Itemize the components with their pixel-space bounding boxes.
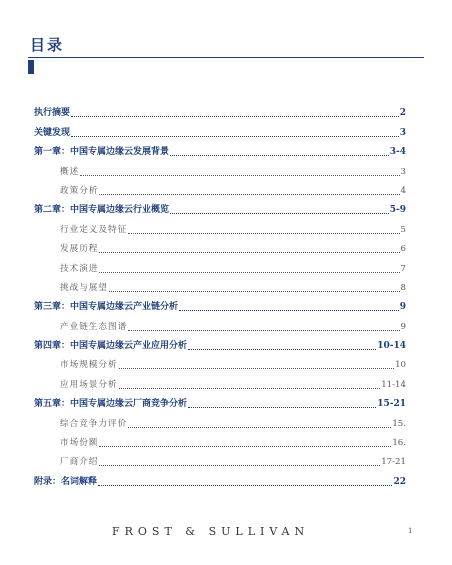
toc-section-entry[interactable] bbox=[34, 178, 406, 197]
toc-chapter-entry[interactable] bbox=[34, 468, 406, 487]
toc-entry-page: 2 bbox=[399, 108, 406, 119]
dot-leader bbox=[109, 291, 400, 292]
toc-entry-page: 8 bbox=[400, 282, 406, 293]
dot-leader bbox=[170, 213, 389, 214]
toc-section-entry[interactable] bbox=[34, 216, 406, 235]
toc-entry-label: 厂商介绍 bbox=[60, 457, 99, 468]
page-number: 1 bbox=[408, 527, 413, 535]
toc-entry-label: 技术演进 bbox=[60, 263, 99, 274]
toc-chapter-entry[interactable] bbox=[34, 391, 406, 410]
toc-section-entry[interactable] bbox=[34, 371, 406, 390]
dot-leader bbox=[99, 194, 399, 195]
toc-entry-label: 附录：名词解释 bbox=[34, 476, 98, 487]
toc-entry-label: 第四章：中国专属边缘云产业应用分析 bbox=[34, 341, 188, 352]
dot-leader bbox=[99, 252, 399, 253]
toc-entry-label: 执行摘要 bbox=[34, 108, 71, 119]
toc-entry-label: 第二章：中国专属边缘云行业概览 bbox=[34, 205, 170, 216]
toc-chapter-entry[interactable] bbox=[34, 119, 406, 138]
dot-leader bbox=[119, 368, 394, 369]
toc-entry-page: 3 bbox=[399, 127, 406, 138]
dot-leader bbox=[99, 446, 391, 447]
title-underline bbox=[28, 57, 424, 58]
toc-section-entry[interactable] bbox=[34, 352, 406, 371]
toc-entry-page: 16. bbox=[392, 438, 406, 449]
toc-section-entry[interactable] bbox=[34, 449, 406, 468]
dot-leader bbox=[179, 310, 399, 311]
dot-leader bbox=[71, 136, 399, 137]
toc-section-entry[interactable] bbox=[34, 410, 406, 429]
toc-entry-page: 10-14 bbox=[377, 341, 406, 352]
toc-entry-label: 行业定义及特征 bbox=[60, 224, 128, 235]
toc-entry-label: 第五章：中国专属边缘云厂商竞争分析 bbox=[34, 399, 188, 410]
table-of-contents bbox=[34, 100, 406, 488]
toc-chapter-entry[interactable] bbox=[34, 197, 406, 216]
dot-leader bbox=[128, 427, 391, 428]
toc-entry-label: 概述 bbox=[60, 166, 80, 177]
toc-entry-page: 15. bbox=[392, 418, 406, 429]
toc-entry-label: 政策分析 bbox=[60, 185, 99, 196]
toc-entry-label: 发展历程 bbox=[60, 244, 99, 255]
toc-entry-page: 5-9 bbox=[389, 205, 406, 216]
toc-entry-label: 市场规模分析 bbox=[60, 360, 118, 371]
dot-leader bbox=[71, 116, 399, 117]
title-accent-bar bbox=[28, 60, 34, 74]
dot-leader bbox=[188, 349, 376, 350]
toc-entry-page: 7 bbox=[400, 263, 406, 274]
dot-leader bbox=[170, 155, 389, 156]
toc-entry-page: 9 bbox=[399, 302, 406, 313]
toc-entry-page: 11-14 bbox=[381, 379, 406, 390]
toc-entry-label: 第一章：中国专属边缘云发展背景 bbox=[34, 147, 170, 158]
toc-section-entry[interactable] bbox=[34, 313, 406, 332]
toc-chapter-entry[interactable] bbox=[34, 139, 406, 158]
toc-section-entry[interactable] bbox=[34, 430, 406, 449]
dot-leader bbox=[119, 388, 381, 389]
toc-entry-label: 应用场景分析 bbox=[60, 379, 118, 390]
toc-entry-page: 15-21 bbox=[377, 399, 406, 410]
toc-entry-label: 关键发现 bbox=[34, 127, 71, 138]
toc-entry-label: 挑战与展望 bbox=[60, 282, 108, 293]
toc-entry-label: 产业链生态图谱 bbox=[60, 321, 128, 332]
dot-leader bbox=[98, 485, 392, 486]
toc-chapter-entry[interactable] bbox=[34, 294, 406, 313]
toc-entry-page: 5 bbox=[400, 224, 406, 235]
toc-entry-page: 3-4 bbox=[389, 147, 406, 158]
dot-leader bbox=[80, 175, 399, 176]
toc-entry-page: 22 bbox=[393, 476, 406, 487]
dot-leader bbox=[128, 233, 399, 234]
toc-section-entry[interactable] bbox=[34, 236, 406, 255]
toc-entry-page: 17-21 bbox=[381, 457, 406, 468]
toc-entry-label: 市场份额 bbox=[60, 438, 99, 449]
toc-section-entry[interactable] bbox=[34, 158, 406, 177]
toc-title: 目录 bbox=[30, 36, 65, 54]
toc-entry-page: 6 bbox=[400, 244, 406, 255]
toc-entry-page: 10 bbox=[395, 360, 406, 371]
toc-entry-page: 3 bbox=[400, 166, 406, 177]
toc-section-entry[interactable] bbox=[34, 255, 406, 274]
toc-entry-page: 4 bbox=[400, 185, 406, 196]
dot-leader bbox=[188, 407, 376, 408]
toc-chapter-entry[interactable] bbox=[34, 333, 406, 352]
toc-entry-label: 第三章：中国专属边缘云产业链分析 bbox=[34, 302, 179, 313]
toc-entry-label: 综合竞争力评价 bbox=[60, 418, 128, 429]
footer-brand-logo: FROST & SULLIVAN bbox=[112, 525, 310, 538]
toc-entry-page: 9 bbox=[400, 321, 406, 332]
dot-leader bbox=[128, 330, 399, 331]
dot-leader bbox=[99, 272, 399, 273]
dot-leader bbox=[99, 465, 380, 466]
toc-section-entry[interactable] bbox=[34, 275, 406, 294]
toc-chapter-entry[interactable] bbox=[34, 100, 406, 119]
